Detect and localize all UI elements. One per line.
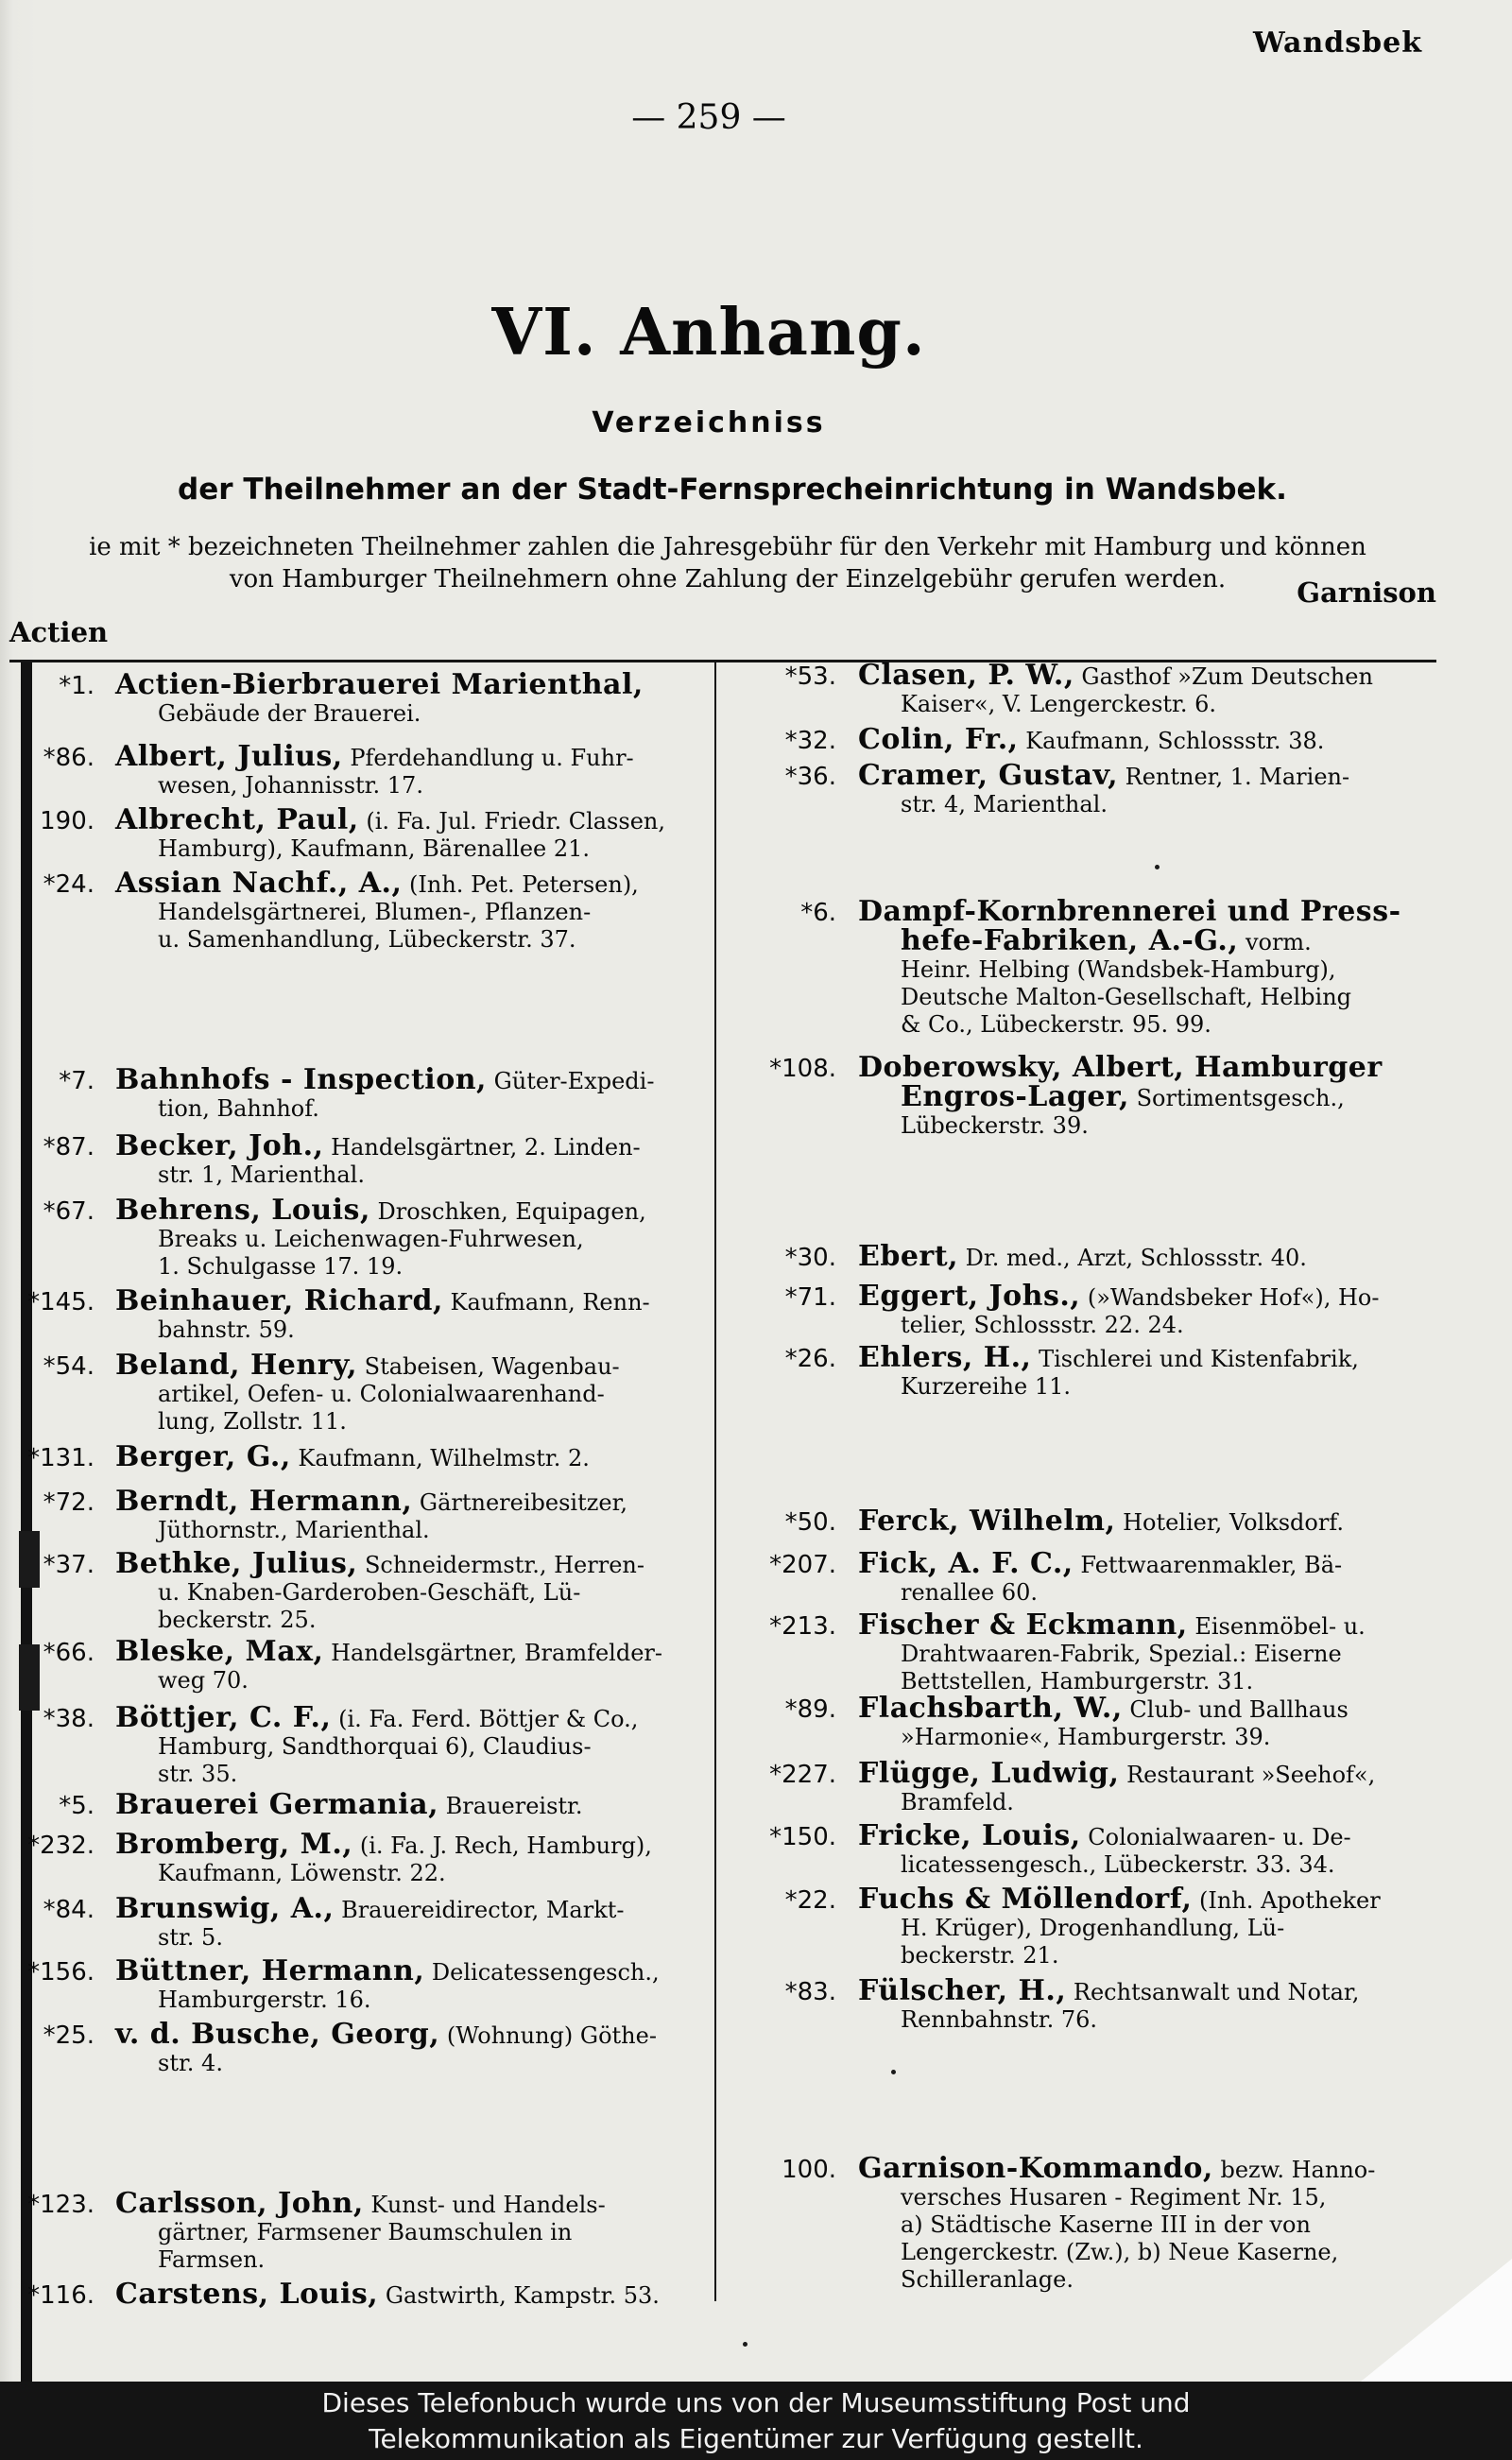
subscriber-number: *32. — [784, 727, 836, 755]
subscriber-detail: Stabeisen, Wagenbau- — [357, 1353, 620, 1380]
subscriber-name: Beland, Henry, — [115, 1349, 358, 1382]
entry-first-line — [858, 723, 1482, 756]
subscriber-detail: (i. Fa. J. Rech, Hamburg), — [352, 1832, 652, 1859]
entry-body — [858, 1051, 1482, 1140]
page-corner — [1361, 2259, 1512, 2382]
entry-first-line — [858, 895, 1482, 928]
entry-first-line — [115, 2187, 706, 2220]
subscriber-name: Flachsbarth, W., — [858, 1692, 1123, 1725]
entry-continuation-line: Breaks u. Leichenwagen-Fuhrwesen, — [158, 1226, 584, 1252]
subscriber-detail: Fettwaarenmakler, Bä- — [1073, 1552, 1343, 1578]
subscriber-name-continued: hefe-Fabriken, A.-G., — [901, 924, 1239, 957]
subscriber-name: Carstens, Louis, — [115, 2278, 379, 2311]
entry-continuation-line: Jüthornstr., Marienthal. — [158, 1517, 430, 1543]
entry-first-line — [115, 1129, 706, 1162]
entry-continuation-line: Deutsche Malton-Gesellschaft, Helbing — [901, 984, 1352, 1010]
subscriber-number: *213. — [769, 1612, 836, 1641]
subscriber-name: v. d. Busche, Georg, — [115, 2018, 440, 2051]
entry-first-line — [858, 1819, 1482, 1852]
subscriber-name: Colin, Fr., — [858, 723, 1019, 756]
fee-note — [9, 531, 1446, 595]
entry-body — [115, 2018, 706, 2077]
subscriber-detail: Gärtnereibesitzer, — [412, 1489, 628, 1516]
subscriber-number: *207. — [769, 1551, 836, 1579]
entry-continuation-line: Hamburg), Kaufmann, Bärenallee 21. — [158, 835, 591, 862]
subscriber-detail: (Wohnung) Göthe- — [439, 2022, 657, 2049]
subscriber-number: *1. — [59, 672, 94, 700]
subscriber-detail: Handelsgärtner, Bramfelder- — [323, 1640, 662, 1666]
entry-continuation-line: H. Krüger), Drogenhandlung, Lü- — [901, 1915, 1285, 1941]
entry-continuation-line: renallee 60. — [901, 1579, 1038, 1606]
subscriber-name: Garnison-Kommando, — [858, 2152, 1213, 2185]
speck — [1155, 865, 1160, 869]
subscriber-name: Beinhauer, Richard, — [115, 1284, 443, 1317]
subscriber-number: *6. — [800, 899, 836, 927]
subscriber-number: 100. — [782, 2156, 836, 2184]
subscriber-name: Bleske, Max, — [115, 1635, 324, 1668]
subscriber-detail: Brauereidirector, Markt- — [334, 1897, 625, 1923]
subscriber-name: Berndt, Hermann, — [115, 1485, 413, 1518]
subscriber-detail: Kunst- und Handels- — [363, 2192, 606, 2218]
entry-continuation-line: Heinr. Helbing (Wandsbek-Hamburg), — [901, 956, 1336, 983]
entry-first-line — [115, 869, 706, 899]
speck — [743, 2342, 747, 2347]
fee-note-line-1: ie mit * bezeichneten Theilnehmer zahlen die Jahresgebühr für den Verkehr mit Hamburg und können — [89, 533, 1366, 561]
entry-first-line — [858, 1507, 1482, 1537]
entry-continuation-line: Hamburg, Sandthorquai 6), Claudius- — [158, 1733, 592, 1760]
subscriber-number: *7. — [59, 1067, 94, 1095]
subscriber-detail: Hotelier, Volksdorf. — [1115, 1509, 1344, 1536]
entry-first-line — [858, 1694, 1482, 1724]
entry-continuation-line: Handelsgärtnerei, Blumen-, Pflanzen- — [158, 899, 592, 925]
subscriber-number: *67. — [43, 1197, 94, 1226]
subscriber-detail: Pferdehandlung u. Fuhr- — [342, 745, 634, 771]
subscriber-number: *38. — [43, 1705, 94, 1733]
page-title: VI. Anhang. — [491, 295, 926, 370]
entry-continuation-line: »Harmonie«, Hamburgerstr. 39. — [901, 1724, 1271, 1750]
subscriber-name: Ebert, — [858, 1240, 959, 1273]
subscriber-number: *89. — [784, 1695, 836, 1724]
subscriber-name: Assian Nachf., A., — [115, 867, 403, 900]
entry-continuation-line: str. 35. — [158, 1761, 238, 1787]
subscriber-number: *30. — [784, 1244, 836, 1272]
entry-continuation-line: Lübeckerstr. 39. — [901, 1112, 1089, 1139]
subscriber-detail: Kaufmann, Wilhelmstr. 2. — [290, 1445, 590, 1471]
entry-continuation-line: u. Samenhandlung, Lübeckerstr. 37. — [158, 926, 576, 953]
subscriber-name: Fick, A. F. C., — [858, 1547, 1074, 1580]
entry-continuation-line: bahnstr. 59. — [158, 1316, 295, 1343]
subtitle-participants: der Theilnehmer an der Stadt-Fernsprecheinrichtung in Wandsbek. — [178, 473, 1287, 507]
subscriber-name: Brauerei Germania, — [115, 1788, 439, 1821]
subscriber-detail: Tischlerei und Kistenfabrik, — [1031, 1346, 1359, 1372]
entry-body — [858, 1547, 1482, 1607]
subscriber-number: *156. — [27, 1958, 94, 1987]
subscriber-name: Dampf-Kornbrennerei und Press- — [858, 895, 1401, 928]
footer-line-2: Telekommunikation als Eigentümer zur Verfügung gestellt. — [369, 2423, 1143, 2454]
subscriber-name: Actien-Bierbrauerei Marienthal, — [115, 668, 644, 701]
entry-body — [115, 1635, 706, 1694]
entry-body — [115, 1129, 706, 1189]
entry-continuation-line: str. 5. — [158, 1924, 223, 1951]
subscriber-number: *36. — [784, 763, 836, 791]
subscriber-number: *22. — [784, 1886, 836, 1915]
subscriber-number: *53. — [784, 662, 836, 691]
subscriber-name: Behrens, Louis, — [115, 1194, 370, 1227]
subscriber-name: Brunswig, A., — [115, 1892, 335, 1925]
subscriber-number: *150. — [769, 1823, 836, 1851]
entry-continuation-line: tion, Bahnhof. — [158, 1095, 319, 1122]
subscriber-number: *25. — [43, 2021, 94, 2050]
subscriber-name: Fuchs & Möllendorf, — [858, 1883, 1193, 1916]
entry-first-line — [115, 1635, 706, 1668]
subscriber-name: Doberowsky, Albert, Hamburger — [858, 1051, 1383, 1084]
entry-body — [858, 1240, 1482, 1273]
entry-first-line — [115, 2018, 706, 2051]
entry-body — [858, 895, 1482, 1039]
subscriber-name-continued: Engros-Lager, — [901, 1080, 1129, 1113]
entry-continuation-line: Bramfeld. — [901, 1789, 1014, 1815]
footer-line-1: Dieses Telefonbuch wurde uns von der Museumsstiftung Post und — [321, 2387, 1191, 2418]
subscriber-detail: Güter-Expedi- — [486, 1068, 655, 1094]
subscriber-number: *116. — [27, 2281, 94, 2310]
subscriber-name: Bromberg, M., — [115, 1828, 353, 1861]
entry-first-line — [858, 1608, 1482, 1642]
subscriber-name: Cramer, Gustav, — [858, 759, 1119, 792]
subscriber-detail: (Inh. Apotheker — [1192, 1887, 1381, 1914]
subscriber-name: Bahnhofs - Inspection, — [115, 1063, 487, 1096]
footer-caption — [0, 2382, 1512, 2460]
subscriber-detail: Delicatessengesch., — [424, 1959, 660, 1986]
subscriber-detail: (i. Fa. Jul. Friedr. Classen, — [358, 808, 665, 834]
entry-continuation-line: weg 70. — [158, 1667, 249, 1694]
subscriber-name: Clasen, P. W., — [858, 659, 1074, 692]
subscriber-number: *24. — [43, 870, 94, 899]
entry-continuation-line: str. 1, Marienthal. — [158, 1161, 365, 1188]
subscriber-number: *232. — [27, 1832, 94, 1860]
subscriber-detail: Kaufmann, Schlossstr. 38. — [1018, 728, 1325, 754]
subscriber-detail: Gastwirth, Kampstr. 53. — [378, 2282, 660, 2309]
subscriber-number: *5. — [59, 1792, 94, 1820]
entry-body — [858, 1974, 1482, 2034]
catchword-left: Actien — [9, 616, 109, 648]
entry-continuation-line: lung, Zollstr. 11. — [158, 1408, 347, 1435]
entry-continuation-line: str. 4. — [158, 2050, 223, 2076]
subscriber-detail: Club- und Ballhaus — [1122, 1696, 1349, 1723]
subscriber-name: Böttjer, C. F., — [115, 1701, 332, 1734]
entry-first-line — [858, 1974, 1482, 2007]
subscriber-number: *86. — [43, 744, 94, 772]
entry-body — [858, 659, 1482, 718]
entry-continuation-line: Lengerckestr. (Zw.), b) Neue Kaserne, — [901, 2239, 1339, 2265]
speck — [19, 1531, 40, 1588]
entry-body — [115, 803, 706, 863]
subscriber-name: Albrecht, Paul, — [115, 803, 359, 836]
subscriber-detail: (»Wandsbeker Hof«), Ho- — [1080, 1284, 1380, 1311]
running-head: Wandsbek — [1252, 26, 1422, 60]
entry-first-line — [858, 1757, 1482, 1790]
subscriber-number: *123. — [27, 2191, 94, 2219]
subscriber-detail: Rechtsanwalt und Notar, — [1066, 1979, 1360, 2005]
subscriber-number: *71. — [784, 1283, 836, 1312]
subscriber-number: 190. — [40, 807, 94, 835]
subscriber-name: Fricke, Louis, — [858, 1819, 1081, 1852]
subscriber-detail: Restaurant »Seehof«, — [1119, 1762, 1376, 1788]
entry-body — [858, 1341, 1482, 1401]
entry-first-line — [858, 1547, 1482, 1580]
entry-first-line — [858, 1051, 1482, 1084]
entry-first-line — [858, 1240, 1482, 1273]
subscriber-number: *84. — [43, 1896, 94, 1924]
subscriber-detail: Handelsgärtner, 2. Linden- — [323, 1134, 641, 1161]
subscriber-detail: Rentner, 1. Marien- — [1118, 764, 1350, 790]
subscriber-number: *227. — [769, 1761, 836, 1789]
entry-first-line — [858, 759, 1482, 792]
entry-first-line — [115, 1440, 706, 1473]
entry-continuation-line — [858, 1080, 1482, 1113]
entry-continuation-line: beckerstr. 25. — [158, 1607, 317, 1633]
entry-continuation-line: a) Städtische Kaserne III in der von — [901, 2211, 1311, 2238]
entry-body — [115, 2187, 706, 2274]
subscriber-name: Becker, Joh., — [115, 1129, 324, 1162]
subscriber-name: Ferck, Wilhelm, — [858, 1505, 1116, 1538]
subscriber-name: Albert, Julius, — [115, 740, 343, 773]
subscriber-number: *108. — [769, 1055, 836, 1083]
subscriber-number: *83. — [784, 1978, 836, 2006]
entry-first-line — [858, 659, 1482, 692]
subscriber-name: Büttner, Hermann, — [115, 1954, 425, 1987]
entry-body — [858, 1757, 1482, 1816]
subscriber-name: Eggert, Johs., — [858, 1280, 1081, 1313]
entry-continuation-line: telier, Schlossstr. 22. 24. — [901, 1312, 1184, 1338]
entry-first-line — [115, 1788, 706, 1821]
subscriber-number: *87. — [43, 1133, 94, 1161]
subscriber-number: *50. — [784, 1508, 836, 1537]
subscriber-number: *54. — [43, 1352, 94, 1381]
entry-continuation-line: u. Knaben-Garderoben-Geschäft, Lü- — [158, 1579, 581, 1606]
entry-continuation-line — [858, 924, 1482, 957]
entry-body — [115, 1788, 706, 1821]
catchword-right: Garnison — [1297, 576, 1436, 609]
fee-note-line-2: von Hamburger Theilnehmern ohne Zahlung der Einzelgebühr gerufen werden. — [229, 565, 1227, 593]
subscriber-detail: Gasthof »Zum Deutschen — [1074, 663, 1373, 690]
subscriber-name: Carlsson, John, — [115, 2187, 364, 2220]
speck — [19, 1644, 40, 1711]
entry-body — [858, 723, 1482, 756]
entry-body — [858, 1507, 1482, 1537]
subscriber-detail: vorm. — [1238, 929, 1312, 955]
entry-body — [115, 2280, 706, 2310]
subscriber-name: Berger, G., — [115, 1440, 291, 1473]
subscriber-detail: Droschken, Equipagen, — [369, 1198, 646, 1225]
entry-continuation-line: Kaufmann, Löwenstr. 22. — [158, 1860, 446, 1886]
subscriber-detail: bezw. Hanno- — [1212, 2157, 1376, 2183]
subscriber-detail: Brauereistr. — [438, 1793, 583, 1819]
page-number: — 259 — — [631, 98, 786, 137]
entry-continuation-line: & Co., Lübeckerstr. 95. 99. — [901, 1011, 1211, 1038]
entry-first-line — [115, 2280, 706, 2310]
entry-continuation-line: Schilleranlage. — [901, 2266, 1074, 2293]
subscriber-name: Fischer & Eckmann, — [858, 1608, 1188, 1642]
entry-first-line — [858, 1341, 1482, 1374]
entry-body — [858, 1694, 1482, 1751]
subscriber-detail: Schneidermstr., Herren- — [357, 1552, 644, 1578]
subscriber-name: Ehlers, H., — [858, 1341, 1032, 1374]
entry-body — [858, 1819, 1482, 1879]
subscriber-number: *145. — [27, 1288, 94, 1316]
entry-body — [858, 1608, 1482, 1695]
entry-body — [115, 1440, 706, 1473]
entry-body — [858, 759, 1482, 818]
subscriber-detail: Dr. med., Arzt, Schlossstr. 40. — [958, 1245, 1307, 1271]
subscriber-detail: Kaufmann, Renn- — [442, 1289, 650, 1316]
entry-continuation-line: wesen, Johannisstr. 17. — [158, 772, 423, 799]
entry-continuation-line: artikel, Oefen- u. Colonialwaarenhand- — [158, 1381, 605, 1407]
subscriber-detail: Colonialwaaren- u. De- — [1080, 1824, 1351, 1850]
entry-continuation-line: gärtner, Farmsener Baumschulen in — [158, 2219, 573, 2245]
entry-continuation-line: Bettstellen, Hamburgerstr. 31. — [901, 1668, 1254, 1694]
entry-continuation-line: 1. Schulgasse 17. 19. — [158, 1253, 404, 1280]
subscriber-name: Fülscher, H., — [858, 1974, 1067, 2007]
subscriber-name: Bethke, Julius, — [115, 1547, 358, 1580]
entry-continuation-line: Gebäude der Brauerei. — [158, 700, 421, 727]
entry-first-line — [115, 803, 706, 836]
entry-continuation-line: Kurzereihe 11. — [901, 1373, 1071, 1400]
subscriber-name: Flügge, Ludwig, — [858, 1757, 1120, 1790]
subscriber-number: *66. — [43, 1639, 94, 1667]
entry-continuation-line: Rennbahnstr. 76. — [901, 2006, 1097, 2033]
entry-continuation-line: Drahtwaaren-Fabrik, Spezial.: Eiserne — [901, 1641, 1342, 1667]
entry-continuation-line: versches Husaren - Regiment Nr. 15, — [901, 2184, 1327, 2211]
entry-first-line — [858, 2152, 1482, 2185]
entry-continuation-line: beckerstr. 21. — [901, 1942, 1059, 1969]
entry-continuation-line: Farmsen. — [158, 2246, 266, 2273]
entry-first-line — [858, 1282, 1482, 1312]
entry-continuation-line: str. 4, Marienthal. — [901, 791, 1108, 817]
subscriber-number: *131. — [27, 1444, 94, 1472]
subtitle-directory: Verzeichniss — [592, 406, 826, 439]
entry-body — [858, 1282, 1482, 1339]
subscriber-number: *37. — [43, 1551, 94, 1579]
entry-first-line — [115, 1196, 706, 1226]
subscriber-detail: Eisenmöbel- u. — [1187, 1613, 1366, 1640]
entry-first-line — [858, 1885, 1482, 1915]
entry-continuation-line: licatessengesch., Lübeckerstr. 33. 34. — [901, 1851, 1335, 1878]
subscriber-detail: Sortimentsgesch., — [1128, 1085, 1345, 1111]
entry-continuation-line: Hamburgerstr. 16. — [158, 1987, 371, 2013]
entry-body — [858, 1885, 1482, 1970]
entry-continuation-line: Kaiser«, V. Lengerckestr. 6. — [901, 691, 1217, 717]
subscriber-number: *72. — [43, 1488, 94, 1517]
subscriber-number: *26. — [784, 1345, 836, 1373]
speck — [891, 2070, 896, 2074]
subscriber-detail: (Inh. Pet. Petersen), — [402, 871, 639, 898]
subscriber-detail: (i. Fa. Ferd. Böttjer & Co., — [331, 1706, 639, 1732]
